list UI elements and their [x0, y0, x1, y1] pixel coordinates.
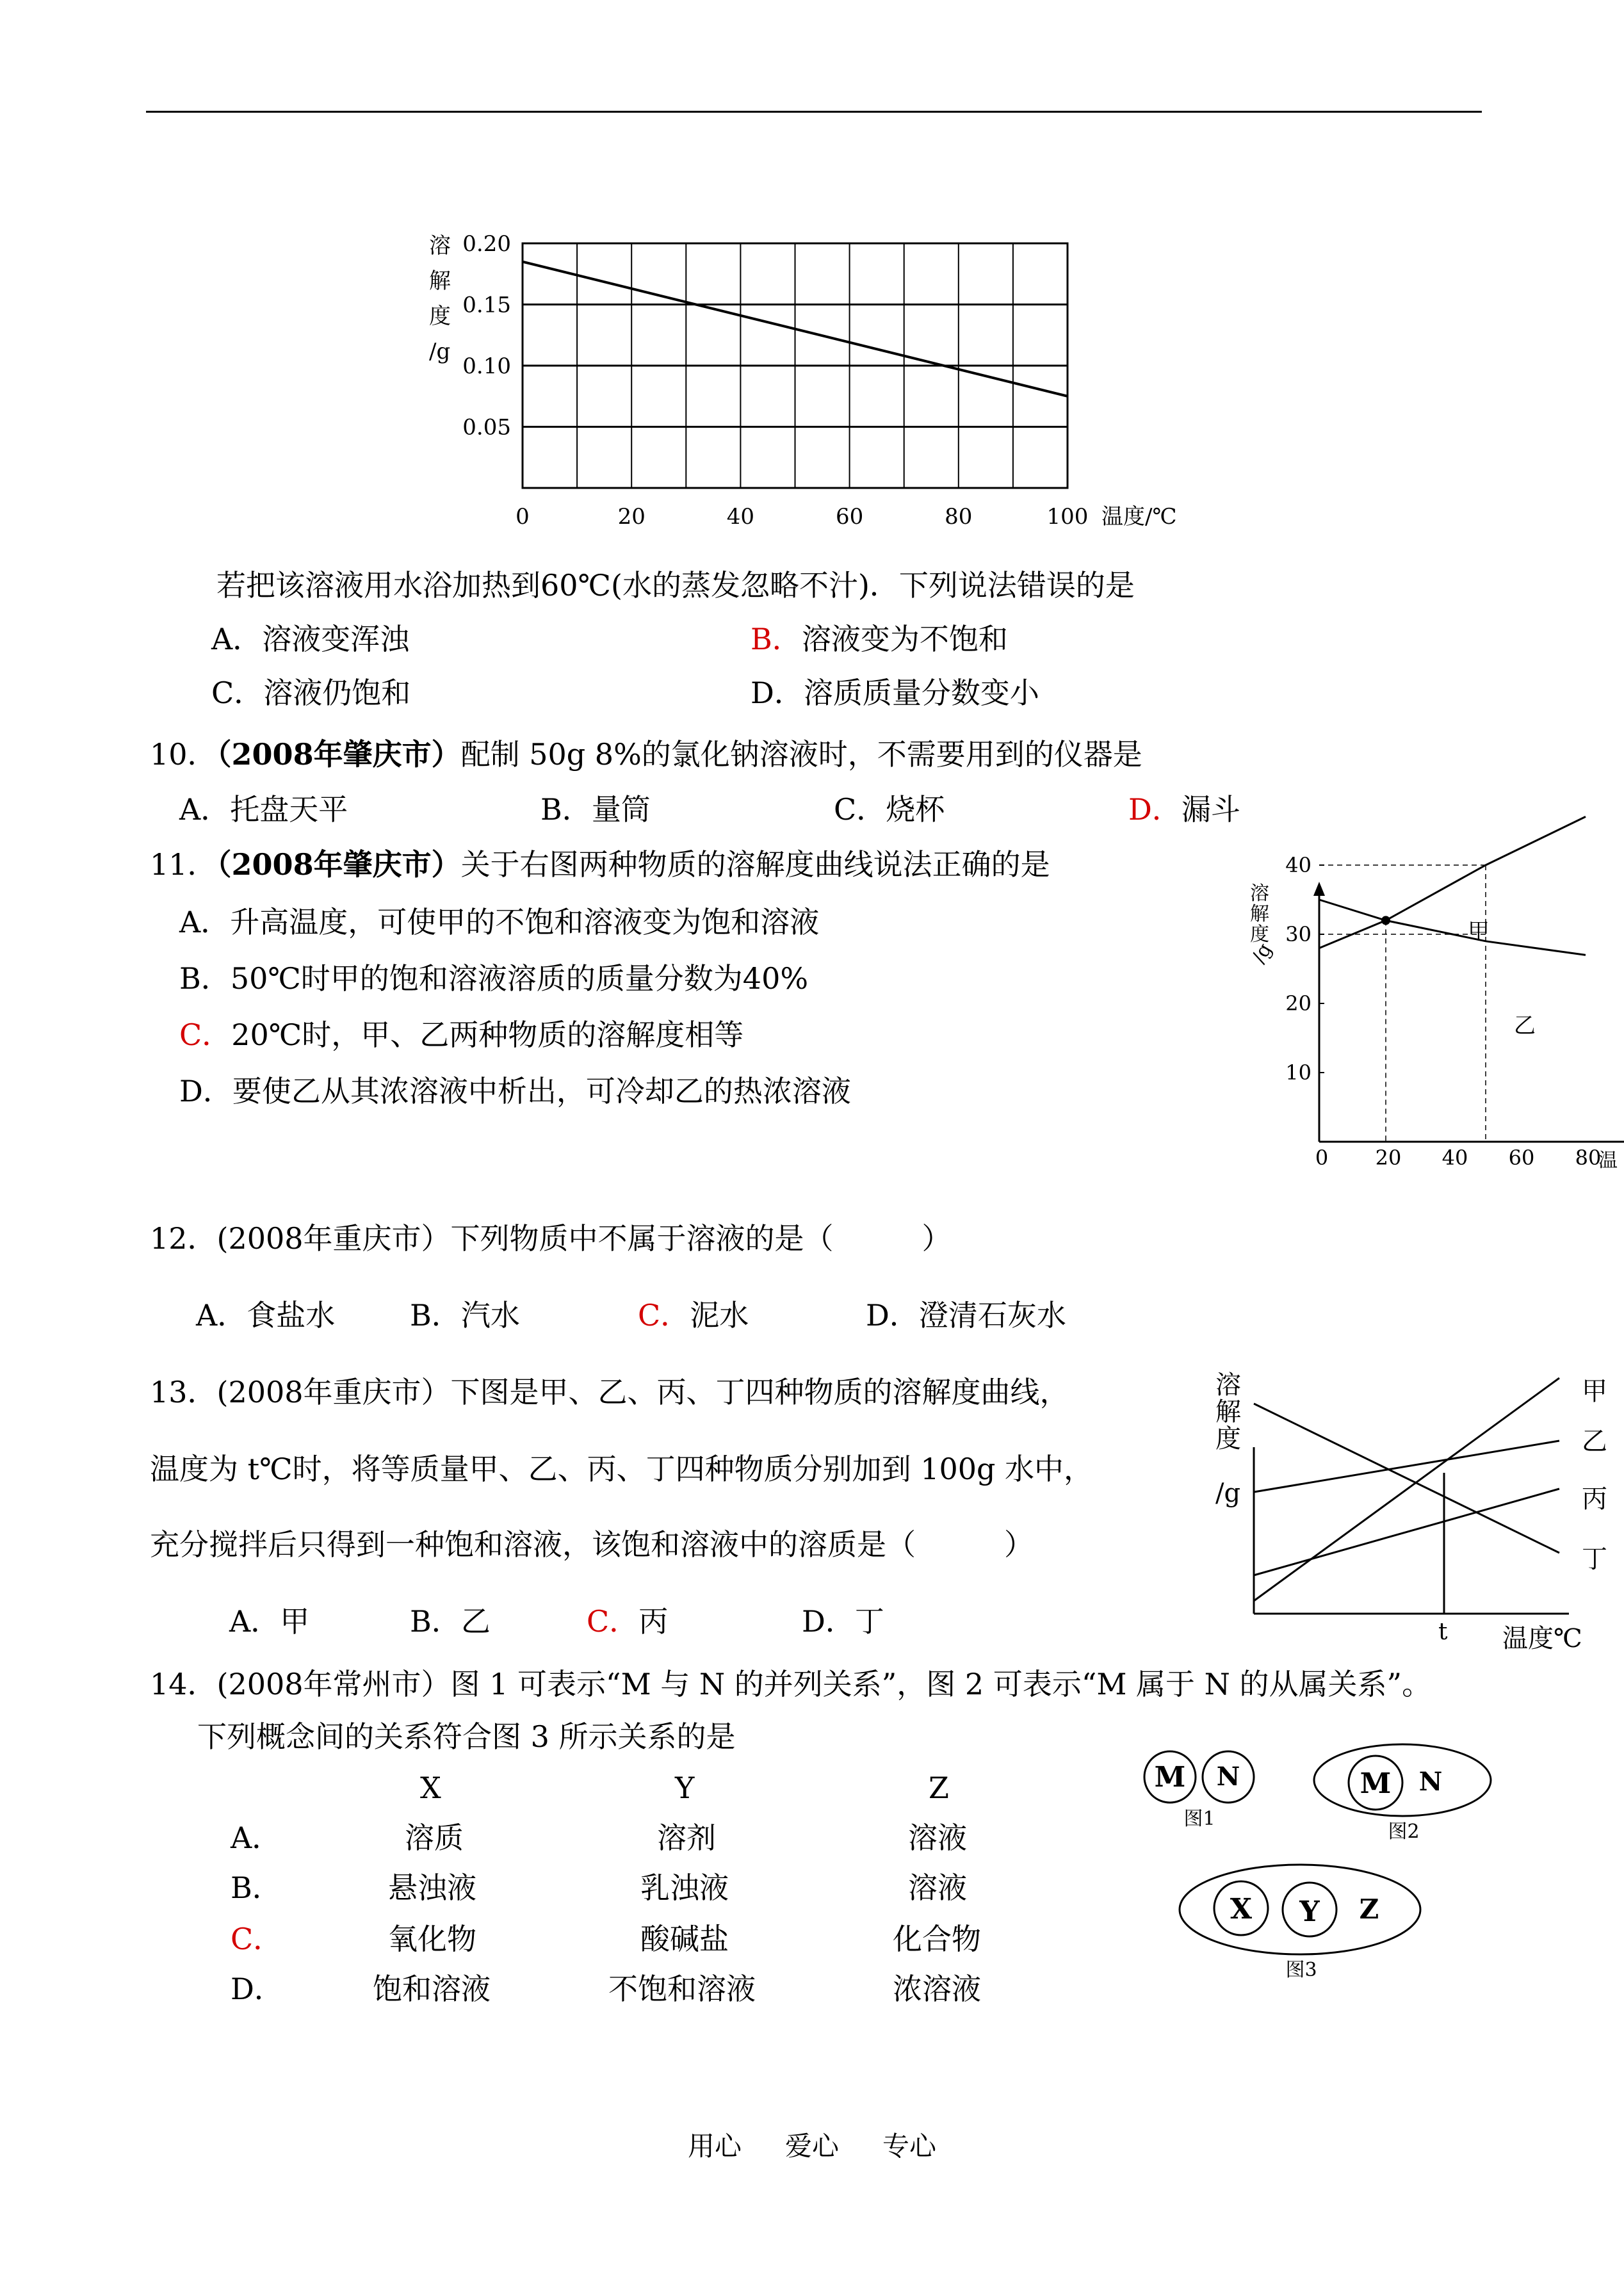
chart1-xlabel: 温度/℃ [1101, 504, 1177, 530]
chart2-xtick: 20 [1375, 1146, 1402, 1170]
q14-row-d-x: 饱和溶液 [373, 1972, 491, 2006]
fig3-label-y: Y [1299, 1895, 1320, 1928]
chart3-label-ding: 丁 [1582, 1545, 1607, 1574]
chart3-xlabel: 温度℃ [1502, 1624, 1582, 1653]
q14-row-c-y: 酸碱盐 [640, 1922, 729, 1956]
q10-stem: 10．（2008年肇庆市）配制 50g 8%的氯化钠溶液时，不需要用到的仪器是 [150, 737, 1142, 772]
chart3-label-jia: 甲 [1582, 1377, 1607, 1406]
chart3-ylabel-2: 解 [1215, 1397, 1241, 1427]
chart2-intersection-point [1381, 916, 1390, 925]
q13-line2: 温度为 t℃时，将等质量甲、乙、丙、丁四种物质分别加到 100g 水中， [150, 1452, 1094, 1486]
chart1-xtick: 60 [835, 504, 864, 530]
chart1-ytick: 0.20 [462, 231, 511, 257]
q9-option-b: B．溶液变为不饱和 [751, 622, 1008, 656]
figure-1 [1144, 1751, 1254, 1830]
chart3-xtick-t: t [1438, 1619, 1448, 1645]
q10-option-c: C．烧杯 [834, 792, 945, 827]
chart1-ytick: 0.10 [462, 353, 511, 379]
chart2-ylabel-1: 溶 [1250, 882, 1269, 905]
chart2-xtick: 0 [1315, 1146, 1329, 1170]
chart2-ylabel-2: 解 [1250, 903, 1269, 925]
fig1-label-m: M [1154, 1761, 1186, 1794]
q11-option-a: A．升高温度，可使甲的不饱和溶液变为饱和溶液 [179, 905, 820, 939]
chart3-series-jia [1254, 1378, 1559, 1601]
header-rule [146, 111, 1482, 113]
q14-row-c-x: 氧化物 [388, 1922, 476, 1956]
q14-row-b-z: 溶液 [908, 1870, 967, 1905]
chart3-series-bing [1254, 1489, 1559, 1575]
q14-line1: 14．(2008年常州市）图 1 可表示“M 与 N 的并列关系”，图 2 可表示“M 属于 N 的从属关系”。 [150, 1667, 1432, 1701]
q14-row-c-letter: C． [231, 1922, 283, 1956]
solubility-chart-2 [1242, 853, 1624, 1181]
chart3-label-yi: 乙 [1582, 1427, 1607, 1456]
q14-row-c-z: 化合物 [893, 1922, 981, 1956]
q11-option-b: B．50℃时甲的饱和溶液溶质的质量分数为40% [179, 961, 809, 996]
venn-figures [1127, 1729, 1524, 1985]
q14-row-d-z: 浓溶液 [893, 1972, 981, 2006]
q10-option-a: A．托盘天平 [179, 792, 348, 827]
chart2-xtick: 80 [1575, 1146, 1602, 1170]
q12-option-b: B．汽水 [410, 1298, 520, 1333]
chart1-xtick: 20 [617, 504, 646, 530]
q13-option-b: B．乙 [410, 1604, 491, 1639]
q14-row-d-y: 不饱和溶液 [608, 1972, 756, 2006]
chart3-ylabel-1: 溶 [1215, 1370, 1241, 1400]
q11-option-d: D．要使乙从其浓溶液中析出，可冷却乙的热浓溶液 [179, 1074, 851, 1108]
chart2-series-yi [1319, 900, 1586, 955]
q14-header-y: Y [675, 1771, 695, 1805]
chart1-xtick: 80 [945, 504, 973, 530]
q14-row-a-z: 溶液 [908, 1821, 967, 1855]
q11-stem: 11．（2008年肇庆市）关于右图两种物质的溶解度曲线说法正确的是 [150, 847, 1050, 882]
chart2-ytick: 40 [1285, 853, 1311, 877]
q10-option-b: B．量筒 [540, 792, 651, 827]
q11-option-c: C．20℃时，甲、乙两种物质的溶解度相等 [179, 1018, 744, 1052]
q13-option-d: D．丁 [802, 1604, 884, 1639]
footer-item: 用心 [688, 2130, 742, 2162]
chart1-ytick: 0.15 [462, 292, 511, 318]
chart1-ylabel-2: 解 [429, 268, 451, 294]
chart1-xtick: 40 [726, 504, 755, 530]
chart2-ytick: 30 [1285, 922, 1311, 946]
fig1-caption: 图1 [1183, 1808, 1215, 1830]
q14-row-d-letter: D． [231, 1972, 284, 2006]
footer-item: 爱心 [785, 2130, 840, 2162]
q12-option-a: A．食盐水 [196, 1298, 336, 1333]
q14-row-a-x: 溶质 [405, 1821, 464, 1855]
chart2-ytick: 20 [1285, 991, 1311, 1016]
q14-header-z: Z [929, 1771, 949, 1805]
chart3-label-bing: 丙 [1582, 1484, 1607, 1514]
solubility-chart-3 [1204, 1370, 1624, 1665]
q9-stem: 若把该溶液用水浴加热到60℃(水的蒸发忽略不汁)．下列说法错误的是 [216, 568, 1135, 603]
chart1-ylabel-3: 度 [429, 304, 451, 329]
q14-header-x: X [420, 1771, 441, 1805]
chart3-ylabel-3: 度 [1215, 1424, 1241, 1454]
chart1-ylabel-4: /g [429, 339, 451, 364]
q13-option-c: C．丙 [587, 1604, 669, 1639]
chart3-series-ding [1254, 1404, 1559, 1553]
q13-option-a: A．甲 [229, 1604, 310, 1639]
chart1-ytick: 0.05 [462, 414, 511, 441]
chart2-xtick: 40 [1441, 1146, 1468, 1170]
chart3-ylabel-4: /g [1215, 1479, 1241, 1508]
q9-option-c: C．溶液仍饱和 [211, 676, 411, 710]
q9-option-a: A．溶液变浑浊 [211, 622, 410, 656]
fig1-label-n: N [1216, 1762, 1240, 1792]
q14-line2: 下列概念间的关系符合图 3 所示关系的是 [197, 1719, 736, 1754]
chart2-ytick: 10 [1285, 1060, 1311, 1085]
chart2-ylabel-3: 度 [1250, 923, 1269, 946]
chart2-series-jia [1319, 816, 1586, 948]
q12-option-c: C．泥水 [638, 1298, 749, 1333]
q14-row-a-y: 溶剂 [657, 1821, 716, 1855]
q14-row-a-letter: A． [231, 1821, 282, 1855]
q9-option-d: D．溶质质量分数变小 [751, 676, 1039, 710]
chart2-xtick: 60 [1508, 1146, 1535, 1170]
q12-stem: 12．(2008年重庆市）下列物质中不属于溶液的是（ ） [150, 1221, 952, 1256]
chart2-ylabel-4: /g [1247, 939, 1277, 968]
q13-line1: 13．(2008年重庆市）下图是甲、乙、丙、丁四种物质的溶解度曲线， [150, 1375, 1069, 1409]
fig3-label-z: Z [1359, 1894, 1379, 1925]
page-footer [666, 2129, 958, 2164]
chart2-y-arrow [1313, 882, 1325, 896]
q14-row-b-x: 悬浊液 [388, 1870, 476, 1905]
q12-option-d: D．澄清石灰水 [866, 1298, 1066, 1333]
fig3-caption: 图3 [1285, 1959, 1317, 1981]
chart1-xtick: 0 [516, 504, 530, 530]
fig2-label-m: M [1360, 1767, 1392, 1800]
q13-line3: 充分搅拌后只得到一种饱和溶液，该饱和溶液中的溶质是（ ） [150, 1527, 1034, 1562]
chart1-ylabel-1: 溶 [429, 233, 451, 259]
fig3-label-x: X [1230, 1893, 1253, 1926]
q10-option-d: D．漏斗 [1128, 792, 1240, 827]
chart1-xtick: 100 [1046, 504, 1089, 530]
figure-3 [1180, 1865, 1420, 1981]
footer-item: 专心 [882, 2130, 937, 2162]
chart2-xlabel: 温 [1598, 1149, 1618, 1172]
chart2-label-jia: 甲 [1468, 919, 1490, 945]
fig2-caption: 图2 [1388, 1821, 1420, 1843]
chart2-label-yi: 乙 [1514, 1013, 1536, 1039]
q14-row-b-letter: B． [231, 1870, 282, 1905]
q14-row-b-y: 乳浊液 [640, 1870, 729, 1905]
chart3-series-yi [1254, 1441, 1559, 1492]
figure-2 [1314, 1744, 1491, 1843]
fig2-label-n: N [1418, 1767, 1443, 1797]
solubility-chart-1 [403, 218, 1204, 538]
